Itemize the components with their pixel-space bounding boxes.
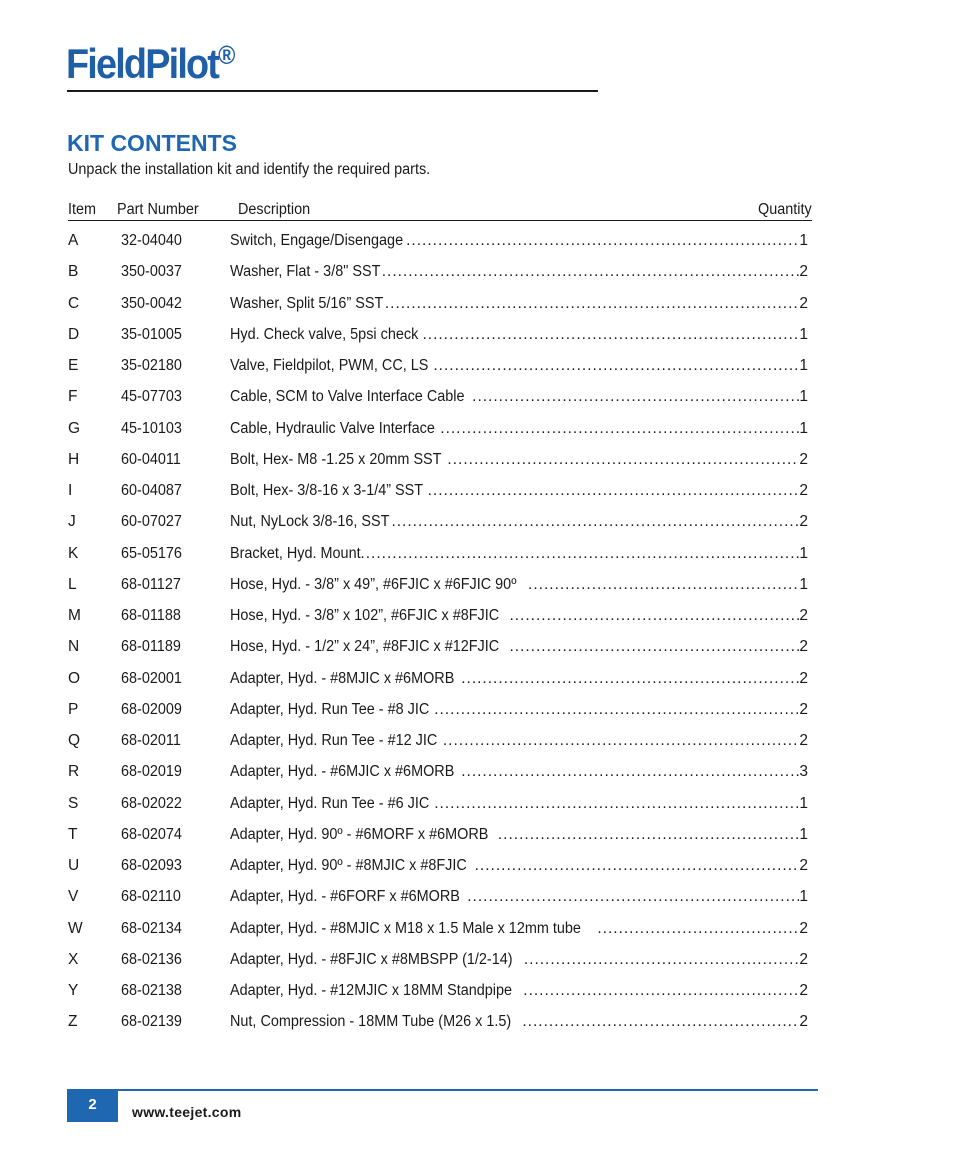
- table-row: [68, 888, 808, 912]
- row-description-line: [230, 888, 808, 906]
- table-row: [68, 857, 808, 881]
- dot-leader: [391, 513, 799, 531]
- row-description-line: [230, 732, 808, 750]
- row-item-letter: U: [68, 857, 80, 874]
- row-quantity: 1: [799, 419, 808, 437]
- header-description: Description: [238, 201, 311, 218]
- row-item-letter: M: [68, 607, 81, 624]
- table-row: [68, 951, 808, 975]
- table-row: [68, 795, 808, 819]
- dot-leader: [509, 607, 799, 625]
- row-description: Adapter, Hyd. - #8MJIC x M18 x 1.5 Male x 12mm tube: [230, 919, 581, 937]
- row-part-number: 32-04040: [121, 232, 182, 249]
- row-part-number: 68-02093: [121, 857, 182, 874]
- row-description: Adapter, Hyd. 90º - #8MJIC x #8FJIC: [230, 857, 467, 874]
- row-description-line: [230, 951, 808, 969]
- brand-logo: [66, 40, 235, 88]
- dot-leader: [428, 482, 800, 500]
- dot-leader: [360, 545, 799, 563]
- dot-leader: [461, 763, 799, 781]
- row-item-letter: P: [68, 700, 79, 718]
- table-row: [68, 482, 808, 506]
- row-description: Hose, Hyd. - 1/2” x 24”, #8FJIC x #12FJIC: [230, 638, 500, 656]
- row-item-letter: T: [68, 825, 78, 843]
- row-part-number: 68-02134: [121, 919, 182, 937]
- dot-leader: [443, 732, 800, 750]
- row-description: Adapter, Hyd. - #8FJIC x #8MBSPP (1/2-14): [230, 950, 513, 968]
- header-item: Item: [68, 201, 97, 218]
- row-quantity: 2: [799, 732, 808, 749]
- dot-leader: [406, 232, 799, 250]
- page-number-box: [67, 1089, 118, 1122]
- row-part-number: 68-02139: [121, 1013, 182, 1031]
- dot-leader: [434, 701, 799, 719]
- table-row: [68, 701, 808, 725]
- row-item-letter: N: [68, 638, 80, 656]
- row-description-line: [230, 295, 808, 313]
- row-quantity: 1: [799, 388, 808, 406]
- row-description: Adapter, Hyd. - #8MJIC x #6MORB: [230, 669, 455, 687]
- row-quantity: 2: [799, 982, 808, 999]
- row-description-line: [230, 982, 808, 1000]
- table-row: [68, 451, 808, 475]
- row-description: Adapter, Hyd. Run Tee - #12 JIC: [230, 732, 438, 749]
- row-item-letter: X: [68, 950, 79, 968]
- row-part-number: 350-0042: [121, 294, 182, 312]
- row-item-letter: A: [68, 232, 79, 249]
- row-part-number: 68-02074: [121, 825, 182, 843]
- table-row: [68, 388, 808, 412]
- row-description: Adapter, Hyd. - #6FORF x #6MORB: [230, 888, 460, 906]
- row-description: Adapter, Hyd. - #12MJIC x 18MM Standpipe: [230, 982, 513, 999]
- table-row: [68, 670, 808, 694]
- row-quantity: 2: [799, 482, 808, 499]
- table-row: [68, 513, 808, 537]
- row-part-number: 35-01005: [121, 325, 182, 343]
- row-quantity: 1: [799, 357, 808, 374]
- row-item-letter: D: [68, 325, 80, 343]
- table-row: [68, 232, 808, 256]
- dot-leader: [433, 357, 799, 375]
- row-item-letter: H: [68, 450, 80, 468]
- row-description: Adapter, Hyd. Run Tee - #6 JIC: [230, 794, 430, 812]
- dot-leader: [597, 920, 799, 938]
- row-part-number: 68-01188: [121, 607, 181, 624]
- table-row: [68, 920, 808, 944]
- row-item-letter: F: [68, 388, 78, 406]
- row-description-line: [230, 420, 808, 438]
- row-description-line: [230, 326, 808, 344]
- row-quantity: 2: [799, 950, 808, 968]
- row-item-letter: R: [68, 763, 80, 781]
- row-description: Bracket, Hyd. Mount: [230, 544, 361, 562]
- row-item-letter: S: [68, 794, 79, 812]
- dot-leader: [523, 982, 799, 1000]
- row-part-number: 68-01127: [121, 575, 181, 593]
- section-title: KIT CONTENTS: [67, 130, 237, 156]
- row-description-line: [230, 670, 808, 688]
- header-rule: [67, 90, 598, 92]
- row-description: Bolt, Hex- 3/8-16 x 3-1/4” SST: [230, 482, 424, 499]
- row-description-line: [230, 701, 808, 719]
- row-description: Adapter, Hyd. Run Tee - #8 JIC: [230, 700, 430, 718]
- row-quantity: 1: [799, 232, 808, 249]
- row-description-line: [230, 607, 808, 625]
- row-item-letter: L: [68, 575, 77, 593]
- row-description-line: [230, 232, 808, 250]
- row-quantity: 2: [799, 669, 808, 687]
- row-item-letter: G: [68, 419, 81, 437]
- row-part-number: 60-07027: [121, 513, 182, 531]
- row-quantity: 1: [799, 888, 808, 906]
- row-part-number: 35-02180: [121, 357, 182, 374]
- row-description-line: [230, 482, 808, 500]
- row-description: Adapter, Hyd. - #6MJIC x #6MORB: [230, 763, 455, 781]
- row-part-number: 68-02011: [121, 732, 181, 749]
- row-quantity: 2: [799, 294, 808, 312]
- row-quantity: 1: [799, 794, 808, 812]
- row-quantity: 2: [799, 857, 808, 874]
- row-quantity: 3: [799, 763, 808, 781]
- row-part-number: 45-10103: [121, 419, 182, 437]
- footer-url: www.teejet.com: [132, 1104, 242, 1120]
- table-row: [68, 545, 808, 569]
- row-description: Hyd. Check valve, 5psi check: [230, 325, 419, 343]
- row-description-line: [230, 388, 808, 406]
- table-row: [68, 763, 808, 787]
- registered-mark: ®: [218, 40, 236, 70]
- row-part-number: 65-05176: [121, 544, 182, 562]
- brand-name: FieldPilot: [66, 40, 219, 87]
- table-row: [68, 638, 808, 662]
- row-description-line: [230, 638, 808, 656]
- row-item-letter: C: [68, 294, 80, 312]
- row-description-line: [230, 513, 808, 531]
- row-quantity: 2: [799, 700, 808, 718]
- row-part-number: 45-07703: [121, 388, 182, 406]
- row-description: Nut, Compression - 18MM Tube (M26 x 1.5): [230, 1013, 512, 1031]
- row-item-letter: W: [68, 919, 83, 937]
- row-description: Valve, Fieldpilot, PWM, CC, LS: [230, 357, 429, 374]
- dot-leader: [509, 638, 799, 656]
- row-part-number: 350-0037: [121, 263, 182, 281]
- dot-leader: [434, 795, 799, 813]
- row-quantity: 2: [799, 607, 808, 624]
- row-part-number: 68-01189: [121, 638, 181, 656]
- row-description-line: [230, 357, 808, 375]
- table-row: [68, 1013, 808, 1037]
- row-description: Nut, NyLock 3/8-16, SST: [230, 513, 390, 531]
- row-item-letter: Q: [68, 732, 81, 749]
- dot-leader: [524, 951, 800, 969]
- row-description-line: [230, 545, 808, 563]
- row-item-letter: I: [68, 482, 73, 499]
- row-description-line: [230, 263, 808, 281]
- row-part-number: 68-02136: [121, 950, 182, 968]
- row-quantity: 2: [799, 513, 808, 531]
- row-quantity: 1: [799, 575, 808, 593]
- dot-leader: [522, 1013, 799, 1031]
- row-description: Cable, SCM to Valve Interface Cable: [230, 388, 465, 406]
- row-quantity: 2: [799, 263, 808, 281]
- row-description-line: [230, 1013, 808, 1031]
- row-description-line: [230, 857, 808, 875]
- dot-leader: [475, 857, 800, 875]
- row-item-letter: O: [68, 669, 81, 687]
- row-part-number: 68-02001: [121, 669, 182, 687]
- row-quantity: 2: [799, 638, 808, 656]
- row-item-letter: K: [68, 544, 79, 562]
- row-part-number: 68-02009: [121, 700, 182, 718]
- dot-leader: [472, 388, 799, 406]
- row-item-letter: B: [68, 263, 79, 281]
- table-row: [68, 982, 808, 1006]
- dot-leader: [461, 670, 799, 688]
- dot-leader: [447, 451, 799, 469]
- row-description-line: [230, 826, 808, 844]
- row-quantity: 2: [799, 1013, 808, 1031]
- row-description: Cable, Hydraulic Valve Interface: [230, 419, 435, 437]
- row-quantity: 1: [799, 544, 808, 562]
- row-description: Bolt, Hex- M8 -1.25 x 20mm SST: [230, 450, 442, 468]
- header-part-number: Part Number: [117, 201, 199, 218]
- table-row: [68, 295, 808, 319]
- row-description-line: [230, 920, 808, 938]
- dot-leader: [498, 826, 800, 844]
- row-description: Hose, Hyd. - 3/8” x 49”, #6FJIC x #6FJIC 90º: [230, 575, 517, 593]
- dot-leader: [422, 326, 799, 344]
- row-description-line: [230, 795, 808, 813]
- row-part-number: 60-04087: [121, 482, 182, 499]
- dot-leader: [385, 295, 800, 313]
- row-item-letter: V: [68, 888, 79, 906]
- row-description: Hose, Hyd. - 3/8” x 102”, #6FJIC x #8FJIC: [230, 607, 500, 624]
- table-row: [68, 263, 808, 287]
- row-description-line: [230, 763, 808, 781]
- row-item-letter: E: [68, 357, 79, 374]
- table-row: [68, 607, 808, 631]
- row-description: Washer, Split 5/16” SST: [230, 294, 384, 312]
- row-description-line: [230, 576, 808, 594]
- row-description: Adapter, Hyd. 90º - #6MORF x #6MORB: [230, 825, 489, 843]
- footer-rule: [67, 1089, 818, 1091]
- table-row: [68, 732, 808, 756]
- page-number: 2: [88, 1096, 97, 1113]
- table-header: [68, 200, 812, 221]
- row-item-letter: J: [68, 513, 76, 531]
- row-quantity: 1: [799, 825, 808, 843]
- row-quantity: 2: [799, 450, 808, 468]
- dot-leader: [467, 888, 799, 906]
- row-quantity: 2: [799, 919, 808, 937]
- table-row: [68, 420, 808, 444]
- row-description: Switch, Engage/Disengage: [230, 232, 404, 249]
- table-row: [68, 326, 808, 350]
- table-row: [68, 826, 808, 850]
- header-quantity: Quantity: [758, 201, 812, 218]
- section-intro: Unpack the installation kit and identify the required parts.: [68, 161, 431, 178]
- row-part-number: 68-02019: [121, 763, 182, 781]
- row-item-letter: Z: [68, 1013, 78, 1031]
- row-description: Washer, Flat - 3/8" SST: [230, 263, 381, 281]
- row-item-letter: Y: [68, 982, 79, 999]
- row-part-number: 68-02110: [121, 888, 181, 906]
- table-row: [68, 576, 808, 600]
- row-part-number: 68-02138: [121, 982, 182, 999]
- row-quantity: 1: [799, 325, 808, 343]
- dot-leader: [382, 263, 800, 281]
- row-description-line: [230, 451, 808, 469]
- dot-leader: [528, 576, 799, 594]
- dot-leader: [440, 420, 799, 438]
- row-part-number: 60-04011: [121, 450, 181, 468]
- row-part-number: 68-02022: [121, 794, 182, 812]
- table-row: [68, 357, 808, 381]
